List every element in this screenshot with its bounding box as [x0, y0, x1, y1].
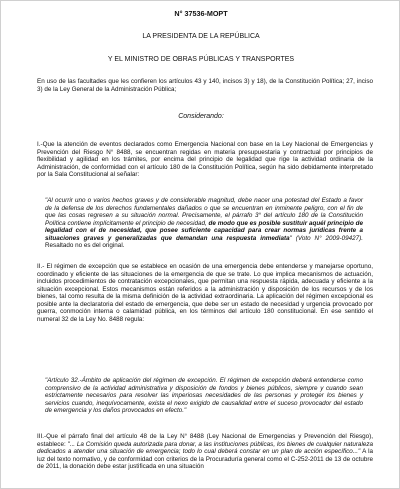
section-3-paragraph: [37, 433, 373, 471]
quote-2: "Artículo 32.-Ámbito de aplicación del régimen de excepción. El régimen de excepción deberá entenderse como comprensivo de la actividad administrativa y disposición de fondos y bienes públicos, siempre y cuando sean estrictamente necesarios para resolver las imperiosas necesidades de las personas y proteger los bienes y servicios cuando, inequívocamente, exista el nexo exigido de causalidad entre el suceso provocador del estado de emergencia y los daños provocados en efecto.": [45, 377, 363, 414]
section-2-paragraph: II.- El régimen de excepción que se establece en ocasión de una emergencia debe entenderse y manejarse oportuno, coordinado y eficiente de las situaciones de la emergencia de que se trate. Lo que implica mecanismos de actuación, incluidos procedimientos de contratación excepcionales, que permitan una respuesta rápida, adecuada y eficiente a la situación excepcional. Estos mecanismos están referidos a la administración y disposición de los recursos y de los bienes, tal como resulta de la misma definición de la actividad extraordinaria. La aplicación del régimen excepcional es posible ante la declaratoria del estado de emergencia, que debe ser un estado de necesidad y urgencia provocado por guerra, conmoción interna o calamidad pública, en los términos del artículo 180 constitucional. En ese sentido el numeral 32 de la Ley No. 8488 regula:: [37, 263, 373, 323]
considerando-heading: Considerando:: [178, 113, 224, 120]
section-1-paragraph: I.-Que la atención de eventos declarados como Emergencia Nacional con base en la Ley Nacional de Emergencias y Prevención del Riesgo N° 8488, se encuentran regidas en materia presupuestaria y contractual por principios de flexibilidad y agilidad en los trámites, por encima del principio de legalidad que rige la actividad ordinaria de la Administración, de conformidad con el artículo 180 de la Constitución Política, según ha sido debidamente interpretado por la Sala Constitucional al señalar:: [37, 141, 373, 178]
section-3-quote: "... La Comisión queda autorizada para donar, a las instituciones públicas, los bienes de cualquier naturaleza dedicados a atender una situación de emergencia; todo lo cual deberá constar en un plan de acción específico...": [37, 440, 373, 455]
quote-1-emphasis: de modo que es posible sustituir aquél principio de legalidad con el de necesidad, que posee suficiente capacidad para crear normas jurídicas frente a situaciones graves y generalizadas que demandan una respuesta inmediata: [45, 219, 363, 242]
issuer-title: LA PRESIDENTA DE LA REPÚBLICA: [142, 33, 260, 40]
issuer-title-secondary: Y EL MINISTRO DE OBRAS PÚBLICAS Y TRANSPORTES: [107, 56, 295, 63]
intro-paragraph: En uso de las facultades que les confieren los artículos 43 y 140, incisos 3) y 18), de la Constitución Política; 27, inciso 3) de la Ley General de la Administración Pública;: [37, 78, 373, 93]
quote-1-citation: " (Voto N° 2009-09427).: [289, 234, 364, 242]
quote-1: [45, 197, 363, 250]
quote-1-text: "Al ocurrir uno o varios hechos graves y de considerable magnitud, debe nacer una potestad del Estado a favor de la defensa de los derechos fundamentales dañados o que se encuentran en inminente peligro, con el fin de que las cosas regresen a su situación normal. Precisamente, el párrafo 3° del artículo 180 de la Constitución Política contiene implícitamente el principio de necesidad,: [45, 197, 363, 227]
section-3-continuation: A la luz del texto normativo, y de conformidad con criterios de la Procuraduría general como el C-252-2011 de 13 de octubre de 2011, la donación debe estar justificada en una situación: [37, 448, 373, 470]
section-3-text: III.-Que el párrafo final del artículo 48 de la Ley N° 8488 (Ley Nacional de Emergencias y Prevención del Riesgo), establece:: [37, 433, 373, 448]
quote-1-note: Resaltado no es del original.: [45, 242, 125, 249]
decree-number: N° 37536-MOPT: [174, 9, 228, 18]
